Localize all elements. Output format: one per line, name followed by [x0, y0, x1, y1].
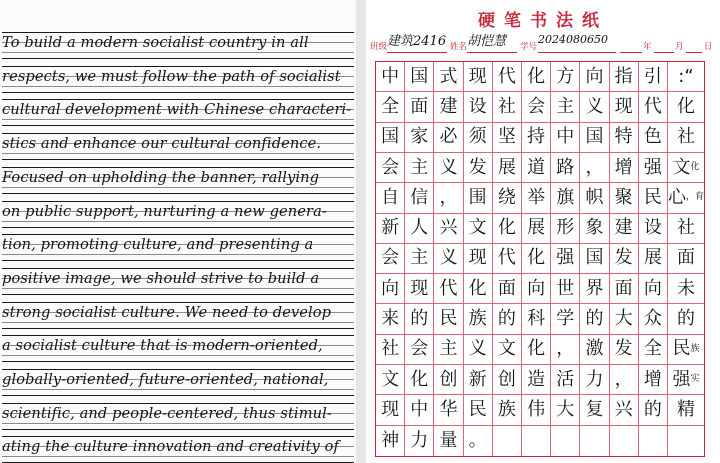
grid-cell: 华 — [434, 395, 463, 425]
ruled-line — [2, 403, 354, 404]
grid-cell: 代 — [493, 62, 522, 92]
ruled-line — [2, 302, 354, 303]
student-info-row — [370, 33, 716, 56]
grid-cell: 化 — [522, 244, 551, 274]
grid-cell: 发 — [464, 153, 493, 183]
grid-cell: 精 — [668, 395, 704, 425]
grid-cell: 信 — [405, 183, 434, 213]
grid-cell — [493, 426, 522, 456]
grid-cell — [580, 426, 609, 456]
grid-cell: 活 — [551, 365, 580, 395]
ruled-line — [2, 66, 354, 67]
ruled-line — [2, 254, 354, 255]
grid-cell: 创 — [493, 365, 522, 395]
grid-cell: 向 — [522, 274, 551, 304]
ruled-line — [2, 389, 354, 390]
grid-cell — [639, 426, 668, 456]
grid-cell: 坚 — [493, 123, 522, 153]
grid-cell: ， — [610, 365, 639, 395]
grid-cell: 的 — [668, 304, 704, 334]
margin-character: 化 — [690, 162, 700, 173]
grid-cell: 化 — [522, 335, 551, 365]
grid-cell: 建 — [434, 92, 463, 122]
grid-cell: 现 — [464, 244, 493, 274]
sheet-title: 硬笔书法纸 — [478, 11, 608, 31]
grid-cell: 现 — [464, 62, 493, 92]
english-line — [2, 131, 354, 165]
student-id-value: 2024080650 — [538, 33, 608, 46]
grid-cell — [668, 426, 704, 456]
class-underline — [387, 52, 447, 53]
grid-cell: 大 — [610, 304, 639, 334]
class-value: 建筑2416 — [387, 34, 447, 49]
name-label: 姓名 — [450, 42, 468, 52]
english-line — [2, 300, 354, 334]
grid-cell: 界 — [580, 274, 609, 304]
grid-cell: ， — [580, 153, 609, 183]
grid-cell: 必 — [434, 123, 463, 153]
grid-cell: 新 — [376, 214, 405, 244]
grid-cell: 科 — [522, 304, 551, 334]
name-underline — [467, 52, 517, 53]
grid-cell: 会 — [376, 244, 405, 274]
grid-cell: 的 — [493, 304, 522, 334]
grid-cell: 聚 — [610, 183, 639, 213]
english-line-text: scientific, and people-centered, thus stimul- — [2, 404, 332, 422]
grid-cell: 主 — [551, 92, 580, 122]
english-line — [2, 266, 354, 300]
english-line-text: cultural development with Chinese characteri- — [2, 101, 352, 119]
grid-cell: 特 — [610, 123, 639, 153]
grid-cell: 来 — [376, 304, 405, 334]
grid-cell: 神 — [376, 426, 405, 456]
name-value: 胡恺慧 — [467, 34, 507, 49]
grid-cell: 民 — [464, 395, 493, 425]
day-underline — [686, 52, 702, 53]
ruled-line — [2, 125, 354, 126]
grid-cell: 兴 — [610, 395, 639, 425]
grid-cell: 人 — [405, 214, 434, 244]
grid-cell: 化 — [464, 274, 493, 304]
student-id-label: 学号 — [520, 42, 538, 52]
grid-cell: 引 — [639, 62, 668, 92]
grid-cell: 学 — [551, 304, 580, 334]
grid-cell: 面 — [493, 274, 522, 304]
ruled-line — [2, 268, 354, 269]
grid-cell: 化 — [522, 62, 551, 92]
ruled-line — [2, 187, 354, 188]
grid-cell: 。 — [464, 426, 493, 456]
english-line-text: To build a modern socialist country in all — [2, 34, 309, 51]
grid-cell: 的 — [580, 304, 609, 334]
grid-cell: 家 — [405, 123, 434, 153]
grid-cell: 中 — [405, 395, 434, 425]
grid-cell: 象 — [580, 214, 609, 244]
ruled-line — [2, 395, 354, 396]
grid-cell: 须 — [464, 123, 493, 153]
grid-cell: 发 — [610, 244, 639, 274]
grid-cell: 国 — [580, 244, 609, 274]
margin-character: ， — [685, 192, 695, 203]
grid-cell: 现 — [405, 274, 434, 304]
grid-cell: 形 — [551, 214, 580, 244]
grid-cell: 社 — [493, 92, 522, 122]
grid-cell: 主 — [405, 244, 434, 274]
margin-character: 实 — [690, 374, 700, 385]
grid-cell: 大 — [551, 395, 580, 425]
grid-cell: 向 — [639, 274, 668, 304]
grid-cell: 文 化 — [668, 153, 704, 183]
ruled-line — [2, 58, 354, 59]
grid-cell: 会 — [405, 335, 434, 365]
ruled-line — [2, 436, 354, 437]
grid-cell: 强 — [639, 153, 668, 183]
grid-cell: 主 — [434, 335, 463, 365]
grid-cell — [551, 426, 580, 456]
english-line — [2, 165, 354, 199]
grid-cell: 会 — [376, 153, 405, 183]
grid-cell: 持 — [522, 123, 551, 153]
english-line-text: on public support, nurturing a new genera- — [2, 202, 327, 220]
ruled-line — [2, 234, 354, 235]
ruled-line — [2, 221, 354, 222]
grid-cell: 力 — [580, 365, 609, 395]
english-line — [2, 232, 354, 266]
grid-cell: 围 — [464, 183, 493, 213]
grid-cell: 激 — [580, 335, 609, 365]
grid-cell: 社 — [376, 335, 405, 365]
grid-cell: 全 — [376, 92, 405, 122]
grid-cell: 复 — [580, 395, 609, 425]
grid-cell: 中 — [376, 62, 405, 92]
grid-cell: 面 — [405, 92, 434, 122]
english-line — [2, 64, 354, 98]
english-line-text: a socialist culture that is modern-oriented, — [2, 337, 323, 355]
grid-cell: 全 — [639, 335, 668, 365]
grid-cell: 的 — [405, 304, 434, 334]
grid-cell: 式 — [434, 62, 463, 92]
grid-cell: 族 — [493, 395, 522, 425]
ruled-line — [2, 32, 354, 33]
grid-cell: 会 — [522, 92, 551, 122]
ruled-line — [2, 294, 354, 295]
grid-cell: 向 — [376, 274, 405, 304]
grid-cell: 化 — [405, 365, 434, 395]
grid-cell: 文 — [493, 335, 522, 365]
grid-cell: 指 — [610, 62, 639, 92]
grid-cell: 增 — [639, 365, 668, 395]
grid-cell: 代 — [639, 92, 668, 122]
grid-cell: 民 — [639, 183, 668, 213]
ruled-line — [2, 99, 354, 100]
ruled-line — [2, 328, 354, 329]
character-grid — [375, 61, 705, 457]
grid-cell: 旗 — [551, 183, 580, 213]
grid-cell: 现 — [610, 92, 639, 122]
grid-cell: 国 — [405, 62, 434, 92]
english-line-text: globally-oriented, future-oriented, national, — [2, 371, 329, 388]
ruled-line — [2, 429, 354, 430]
ruled-line — [2, 92, 354, 93]
month-underline — [654, 52, 674, 53]
grid-cell: 色 — [639, 123, 668, 153]
english-line — [2, 367, 354, 401]
grid-cell: 义 — [464, 335, 493, 365]
grid-cell: 强 — [551, 244, 580, 274]
year-underline — [620, 52, 642, 53]
english-line — [2, 434, 354, 463]
english-line — [2, 333, 354, 367]
ruled-line — [2, 159, 354, 160]
ruled-line — [2, 52, 354, 53]
grid-cell: 面 — [668, 244, 704, 274]
grid-cell: 文 — [464, 214, 493, 244]
grid-cell: 代 — [434, 274, 463, 304]
grid-cell — [610, 426, 639, 456]
grid-cell: 伟 — [522, 395, 551, 425]
grid-cell: 造 — [522, 365, 551, 395]
chinese-calligraphy-sheet — [366, 0, 720, 463]
grid-cell: 国 — [376, 123, 405, 153]
english-line — [2, 30, 354, 64]
grid-cell: 未 — [668, 274, 704, 304]
margin-character: 族 — [690, 343, 700, 354]
year-label: 年 — [643, 42, 652, 52]
grid-cell: 设 — [639, 214, 668, 244]
grid-cell: 设 — [464, 92, 493, 122]
grid-cell: 向 — [580, 62, 609, 92]
ruled-line — [2, 288, 354, 289]
grid-cell: 众 — [639, 304, 668, 334]
english-line — [2, 199, 354, 233]
grid-cell: 义 — [580, 92, 609, 122]
grid-cell: 道 — [522, 153, 551, 183]
ruled-line — [2, 423, 354, 424]
english-line-text: tion, promoting culture, and presenting a — [2, 236, 314, 254]
ruled-line — [2, 355, 354, 356]
english-line-text: respects, we must follow the path of socialist — [2, 67, 341, 85]
grid-cell: 兴 — [434, 214, 463, 244]
grid-cell: 面 — [610, 274, 639, 304]
grid-cell: 民 族 — [668, 335, 704, 365]
grid-cell: 民 — [434, 304, 463, 334]
english-line-text: stics and enhance our cultural confidence. — [2, 135, 322, 153]
grid-cell: 社 — [668, 123, 704, 153]
grid-cell: 世 — [551, 274, 580, 304]
student-id-underline — [538, 52, 616, 53]
grid-cell — [522, 426, 551, 456]
grid-cell: 展 — [493, 153, 522, 183]
grid-cell: 义 — [434, 244, 463, 274]
margin-character: 育 — [694, 192, 704, 203]
grid-cell: 心 ， 育 — [668, 183, 704, 213]
grid-cell: ， — [434, 183, 463, 213]
grid-cell: 发 — [610, 335, 639, 365]
ruled-line — [2, 456, 354, 457]
grid-cell: 自 — [376, 183, 405, 213]
day-label: 日 — [704, 42, 713, 52]
grid-cell: 社 — [668, 214, 704, 244]
grid-cell: 中 — [551, 123, 580, 153]
ruled-line — [2, 361, 354, 362]
grid-cell: 文 — [376, 365, 405, 395]
ruled-line — [2, 260, 354, 261]
grid-cell: 力 — [405, 426, 434, 456]
grid-cell: 化 — [493, 214, 522, 244]
ruled-line — [2, 86, 354, 87]
grid-cell: 路 — [551, 153, 580, 183]
english-line-text: positive image, we should strive to build a — [2, 269, 320, 287]
grid-cell: 创 — [434, 365, 463, 395]
grid-cell: 主 — [405, 153, 434, 183]
grid-cell: 举 — [522, 183, 551, 213]
grid-cell: 现 — [376, 395, 405, 425]
grid-cell: 绕 — [493, 183, 522, 213]
english-line-text: Focused on upholding the banner, rallying — [2, 168, 320, 186]
grid-cell: 的 — [639, 395, 668, 425]
english-line — [2, 97, 354, 131]
grid-cell: 国 — [580, 123, 609, 153]
ruled-line — [2, 167, 354, 168]
class-label: 班级 — [370, 42, 388, 52]
ruled-line — [2, 119, 354, 120]
grid-cell: 族 — [464, 304, 493, 334]
ruled-line — [2, 335, 354, 336]
ruled-line — [2, 193, 354, 194]
grid-cell: 增 — [610, 153, 639, 183]
grid-cell: 量 — [434, 426, 463, 456]
grid-cell: 强 实 — [668, 365, 704, 395]
grid-cell: 展 — [522, 214, 551, 244]
ruled-line — [2, 369, 354, 370]
grid-cell: 义 — [434, 153, 463, 183]
ruled-line — [2, 201, 354, 202]
grid-cell: 代 — [493, 244, 522, 274]
english-line-text: ating the culture innovation and creativity of — [2, 438, 340, 456]
grid-cell: 新 — [464, 365, 493, 395]
grid-cell: ， — [551, 335, 580, 365]
ruled-line — [2, 153, 354, 154]
ruled-line — [2, 227, 354, 228]
english-handwriting-sheet — [0, 0, 356, 463]
ruled-line — [2, 322, 354, 323]
month-label: 月 — [675, 42, 684, 52]
grid-cell: 帜 — [580, 183, 609, 213]
grid-cell: 化 — [668, 92, 704, 122]
sheet-divider — [356, 0, 366, 463]
grid-cell: 展 — [639, 244, 668, 274]
grid-cell: :“ — [668, 62, 704, 92]
grid-cell: 方 — [551, 62, 580, 92]
grid-cell: 建 — [610, 214, 639, 244]
english-line-text: strong socialist culture. We need to develop — [2, 303, 332, 321]
english-line — [2, 401, 354, 435]
ruled-line — [2, 133, 354, 134]
